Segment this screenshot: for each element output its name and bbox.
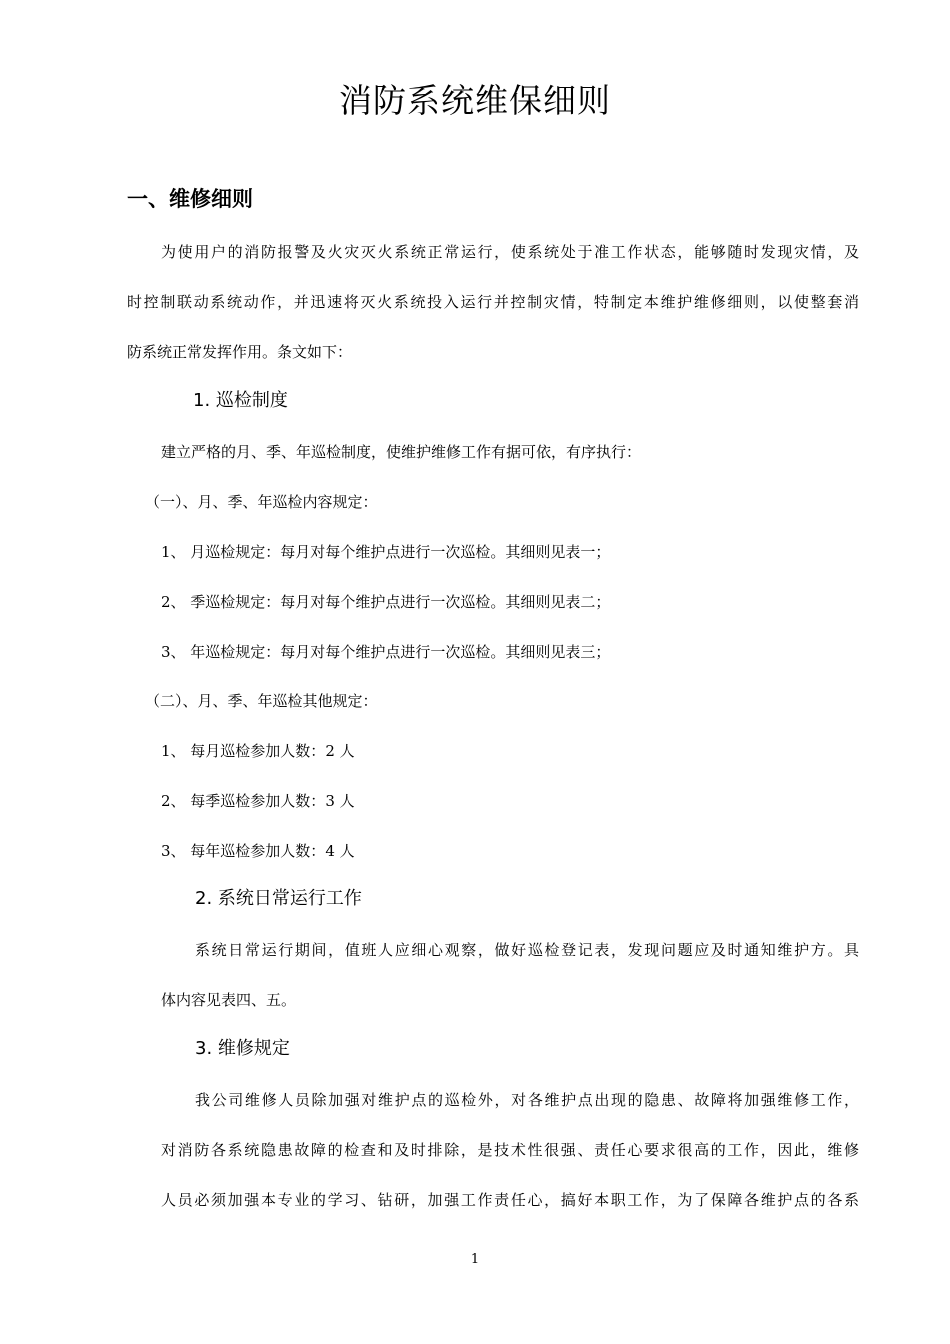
intro-line-3: 防系统正常发挥作用。条文如下： <box>127 343 353 361</box>
section-heading-maintenance-rules: 一、维修细则 <box>127 187 253 211</box>
repair-rules-line-1: 我公司维修人员除加强对维护点的巡检外，对各维护点出现的隐患、故障将加强维修工作， <box>195 1091 859 1109</box>
daily-operation-line-2: 体内容见表四、五。 <box>161 991 297 1009</box>
repair-rules-line-3: 人员必须加强本专业的学习、钻研，加强工作责任心，搞好本职工作，为了保障各维护点的各系 <box>161 1191 859 1209</box>
group1-item-1: 1、 月巡检规定：每月对每个维护点进行一次巡检。其细则见表一； <box>161 543 611 561</box>
daily-operation-line-1: 系统日常运行期间，值班人应细心观察，做好巡检登记表，发现问题应及时通知维护方。具 <box>195 941 859 959</box>
subsection-heading-daily-operation: 2. 系统日常运行工作 <box>195 888 362 909</box>
intro-line-1: 为使用户的消防报警及火灾灭火系统正常运行，使系统处于准工作状态，能够随时发现灾情，及 <box>161 243 859 261</box>
group1-heading: （一）、月、季、年巡检内容规定： <box>145 493 378 511</box>
group2-item-2: 2、 每季巡检参加人数：3 人 <box>161 792 355 810</box>
subsection-heading-repair-rules: 3. 维修规定 <box>195 1038 290 1059</box>
document-title: 消防系统维保细则 <box>339 81 611 120</box>
group2-item-1: 1、 每月巡检参加人数：2 人 <box>161 742 355 760</box>
intro-line-2: 时控制联动系统动作，并迅速将灭火系统投入运行并控制灾情，特制定本维护维修细则，以使整套消 <box>127 293 859 311</box>
page-number: 1 <box>470 1252 480 1267</box>
subsection-heading-inspection: 1. 巡检制度 <box>193 390 288 411</box>
group2-heading: （二）、月、季、年巡检其他规定： <box>145 692 378 710</box>
group1-item-2: 2、 季巡检规定：每月对每个维护点进行一次巡检。其细则见表二； <box>161 593 611 611</box>
inspection-lead: 建立严格的月、季、年巡检制度，使维护维修工作有据可依，有序执行： <box>161 443 642 461</box>
group2-item-3: 3、 每年巡检参加人数：4 人 <box>161 842 355 860</box>
repair-rules-line-2: 对消防各系统隐患故障的检查和及时排除，是技术性很强、责任心要求很高的工作，因此，维修 <box>161 1141 859 1159</box>
group1-item-3: 3、 年巡检规定：每月对每个维护点进行一次巡检。其细则见表三； <box>161 643 611 661</box>
